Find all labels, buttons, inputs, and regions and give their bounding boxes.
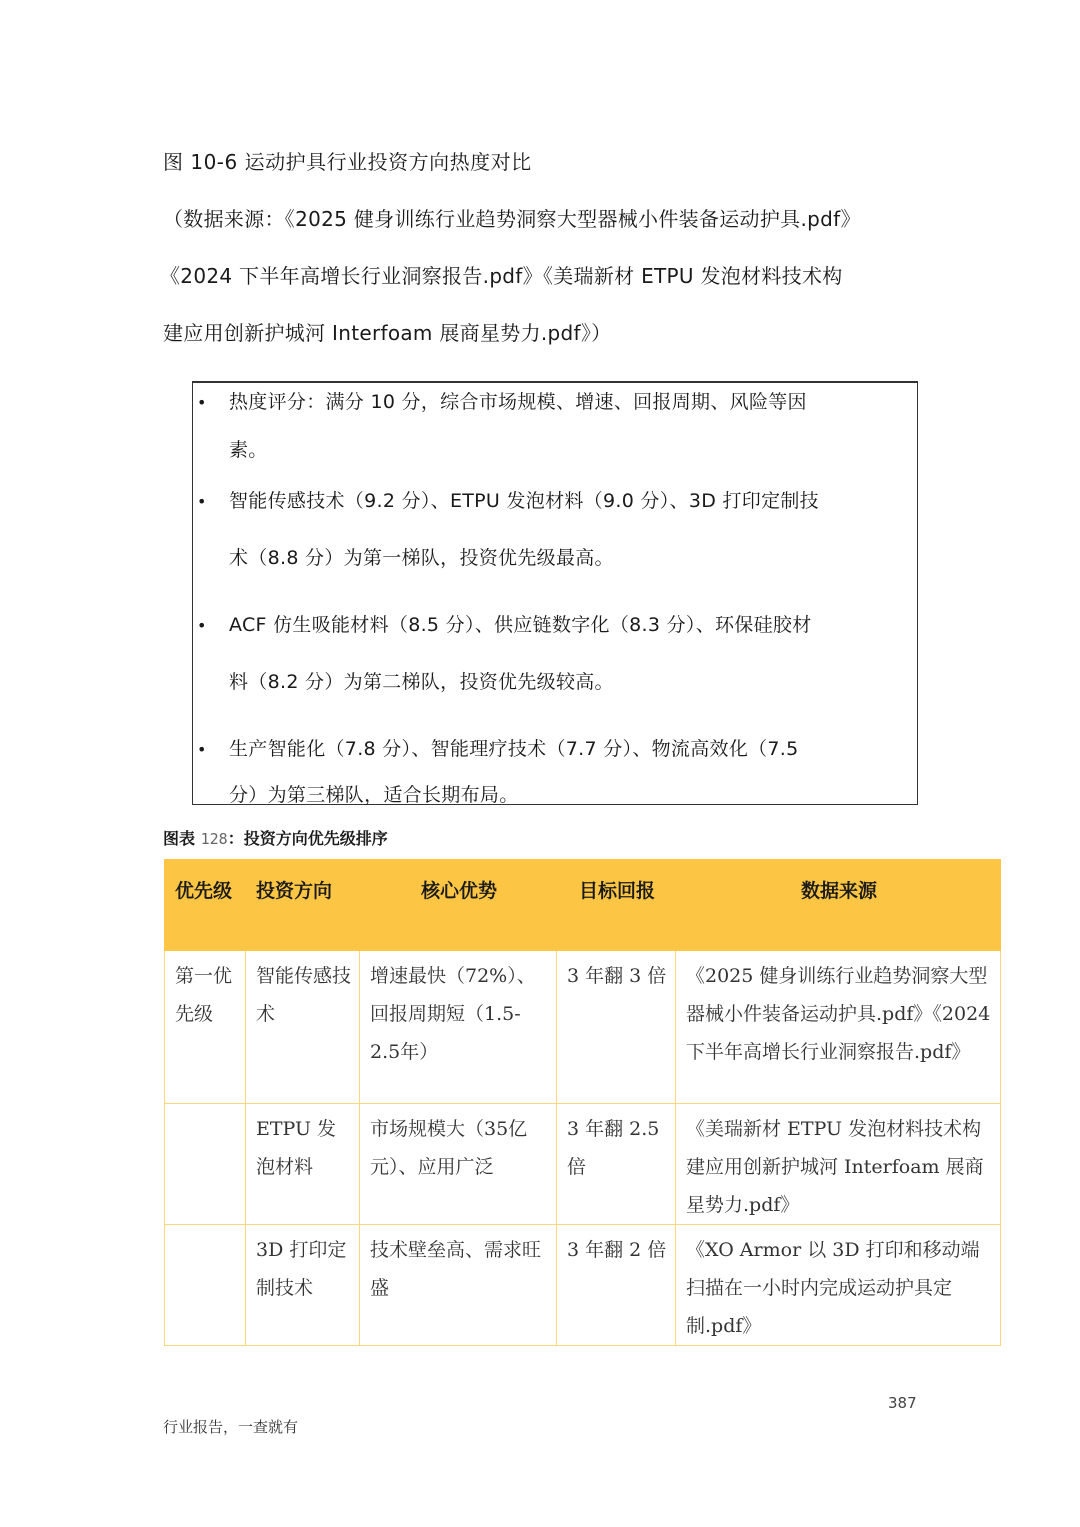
cell-source: 《2025 健身训练行业趋势洞察大型器械小件装备运动护具.pdf》《2024 下半年高增长行业洞察报告.pdf》 [676, 951, 1001, 1104]
source-line-3: 建应用创新护城河 Interfoam 展商星势力.pdf》） [163, 321, 612, 345]
header-source: 数据来源 [676, 860, 1001, 951]
header-direction: 投资方向 [246, 860, 360, 951]
cell-source: 《美瑞新材 ETPU 发泡材料技术构建应用创新护城河 Interfoam 展商星势力.pdf》 [676, 1104, 1001, 1225]
source-line-1: （数据来源：《2025 健身训练行业趋势洞察大型器械小件装备运动护具.pdf》 [163, 207, 861, 231]
cell-direction: 智能传感技术 [246, 951, 360, 1104]
cell-advantage: 增速最快（72%）、回报周期短（1.5-2.5年） [360, 951, 557, 1104]
table-row [165, 1104, 1001, 1225]
cell-priority [165, 1104, 246, 1225]
cell-advantage: 技术壁垒高、需求旺盛 [360, 1225, 557, 1346]
bullet-icon: • [197, 740, 207, 759]
figure-title: 图 10-6 运动护具行业投资方向热度对比 [163, 150, 532, 174]
cell-return: 3 年翻 3 倍 [557, 951, 676, 1104]
header-priority: 优先级 [165, 860, 246, 951]
footer-brand: 行业报告，一查就有 [163, 1418, 299, 1436]
table-header-row [165, 860, 1001, 951]
table-caption: 图表 128：投资方向优先级排序 [163, 829, 388, 848]
header-return: 目标回报 [557, 860, 676, 951]
summary-box: • 热度评分：满分 10 分，综合市场规模、增速、回报周期、风险等因 素。 • 智能传感技术（9.2 分）、ETPU 发泡材料（9.0 分）、3D 打印定制技 术（8.8 分）为第一梯队，投资优先级最高。 • ACF 仿生吸能材料（8.5 分）、供应链数字化（8.3 分）、环保硅胶材 料（8.2 分）为第二梯队，投资优先级较高。 • 生产智能化（7.8 分）、智能理疗技术（7.7 分）、物流高效化（7.5 分）为第三梯队，适合长期布局。 [192, 381, 918, 805]
cell-return: 3 年翻 2.5 倍 [557, 1104, 676, 1225]
cell-direction: 3D 打印定制技术 [246, 1225, 360, 1346]
cell-priority [165, 1225, 246, 1346]
bullet-icon: • [197, 492, 207, 511]
cell-direction: ETPU 发泡材料 [246, 1104, 360, 1225]
cell-advantage: 市场规模大（35亿元）、应用广泛 [360, 1104, 557, 1225]
bullet-icon: • [197, 393, 207, 412]
cell-priority: 第一优先级 [165, 951, 246, 1104]
priority-table [164, 859, 1001, 1346]
cell-source: 《XO Armor 以 3D 打印和移动端扫描在一小时内完成运动护具定制.pdf》 [676, 1225, 1001, 1346]
page-number: 387 [888, 1394, 917, 1412]
table-row [165, 951, 1001, 1104]
bullet-icon: • [197, 616, 207, 635]
header-advantage: 核心优势 [360, 860, 557, 951]
table-row [165, 1225, 1001, 1346]
source-line-2: 《2024 下半年高增长行业洞察报告.pdf》《美瑞新材 ETPU 发泡材料技术构 [160, 264, 843, 288]
cell-return: 3 年翻 2 倍 [557, 1225, 676, 1346]
